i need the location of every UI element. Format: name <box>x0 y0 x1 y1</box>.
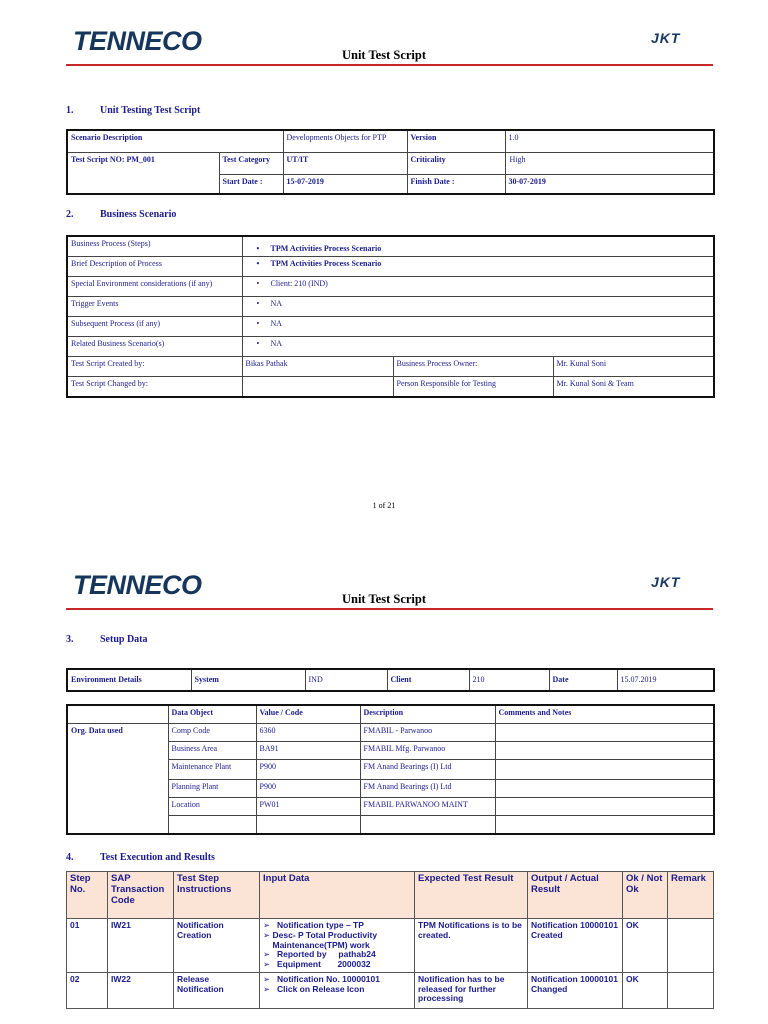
table-cell: Business Area <box>168 742 256 760</box>
input-line: Desc- P Total Productivity Maintenance(TPM) work <box>272 929 378 950</box>
system-value: IND <box>305 669 387 691</box>
business-label: Related Business Scenario(s) <box>67 337 242 357</box>
business-label: Special Environment considerations (if any) <box>67 277 242 297</box>
arrow-bullet-icon: ➢ <box>263 929 271 940</box>
special-env-value: Client: 210 (IND) <box>270 279 328 288</box>
client-value: 210 <box>469 669 549 691</box>
table-row <box>67 919 714 973</box>
actual-result: Notification 10000101 Created <box>528 919 623 973</box>
test-category-value: UT/IT <box>283 152 407 174</box>
scenario-description-value: Developments Objects for PTP <box>283 130 407 152</box>
responsible-label: Person Responsible for Testing <box>393 377 553 398</box>
header-rule <box>66 608 713 610</box>
arrow-bullet-icon: ➢ <box>263 920 271 930</box>
exec-header: Step No. <box>67 872 108 919</box>
date-label: Date <box>549 669 617 691</box>
created-by-label: Test Script Created by: <box>67 357 242 377</box>
business-row <box>67 337 714 357</box>
steps-value <box>257 244 382 253</box>
changed-by-label: Test Script Changed by: <box>67 377 242 398</box>
org-header: Description <box>360 705 495 724</box>
table-cell: PW01 <box>256 798 360 816</box>
section-heading-3 <box>66 634 148 645</box>
changed-by-value <box>242 377 393 398</box>
step-no: 01 <box>67 919 108 973</box>
business-label: Brief Description of Process <box>67 257 242 277</box>
table-cell <box>495 742 714 760</box>
subsequent-process-value: NA <box>270 319 283 328</box>
table-cell: FMABIL Mfg. Parwanoo <box>360 742 495 760</box>
table-cell: FM Anand Bearings (I) Ltd <box>360 780 495 798</box>
table-cell <box>495 724 714 742</box>
arrow-bullet-icon: ➢ <box>263 983 271 994</box>
business-row <box>67 277 714 297</box>
start-date-value: 15-07-2019 <box>283 174 407 194</box>
bullet-icon: • <box>256 259 260 268</box>
bullet-icon: • <box>256 319 260 328</box>
table-cell <box>495 816 714 835</box>
page-number: 1 of 21 <box>372 501 396 510</box>
table-cell: P900 <box>256 760 360 780</box>
tenneco-logo: TENNECO <box>73 570 202 600</box>
trigger-events-value: NA <box>270 299 283 308</box>
business-label: Business Process (Steps) <box>67 236 242 257</box>
start-date-label: Start Date : <box>219 174 283 194</box>
responsible-value: Mr. Kunal Soni & Team <box>553 377 714 398</box>
owner-value: Mr. Kunal Soni <box>553 357 714 377</box>
input-line: Notification type – TP <box>277 920 364 930</box>
business-value-cell <box>242 277 714 297</box>
business-scenario-table <box>66 235 715 398</box>
expected-result: TPM Notifications is to be created. <box>415 919 528 973</box>
business-value-cell <box>242 337 714 357</box>
business-row <box>67 357 714 377</box>
input-line: Equipment 2000032 <box>277 959 371 970</box>
business-value-cell <box>242 244 714 277</box>
environment-table <box>66 668 715 692</box>
created-by-value: Bikas Pathak <box>242 357 393 377</box>
input-line: Notification No. 10000101 <box>277 973 380 984</box>
date-value: 15.07.2019 <box>617 669 714 691</box>
table-cell: FMABIL PARWANOO MAINT <box>360 798 495 816</box>
exec-header: Expected Test Result <box>415 872 528 919</box>
page-title: Unit Test Script <box>341 592 427 606</box>
exec-header: SAP Transaction Code <box>108 872 174 919</box>
system-label: System <box>191 669 305 691</box>
criticality-label: Criticality <box>407 152 505 174</box>
table-cell: 6360 <box>256 724 360 742</box>
org-header: Value / Code <box>256 705 360 724</box>
scenario-description-label: Scenario Description <box>67 130 283 152</box>
criticality-value: High <box>505 152 714 174</box>
table-cell <box>495 798 714 816</box>
tcode: IW22 <box>108 972 174 1008</box>
remark <box>668 919 714 973</box>
environment-label: Environment Details <box>67 669 191 691</box>
business-row <box>67 297 714 317</box>
finish-date-value: 30-07-2019 <box>505 174 714 194</box>
arrow-bullet-icon: ➢ <box>263 973 271 984</box>
bullet-icon: • <box>256 299 260 308</box>
instruction: Notification Creation <box>174 919 260 973</box>
business-label: Subsequent Process (if any) <box>67 317 242 337</box>
table-cell: FMABIL - Parwanoo <box>360 724 495 742</box>
input-data <box>260 972 415 1008</box>
input-line: Click on Release Icon <box>277 983 365 994</box>
step-no: 02 <box>67 972 108 1008</box>
ok-status: OK <box>623 972 668 1008</box>
client-label: Client <box>387 669 469 691</box>
bullet-icon: • <box>256 244 260 253</box>
input-line: Reported by pathab24 <box>277 949 376 960</box>
section-number: 4. <box>66 852 74 863</box>
section-title: Unit Testing Test Script <box>100 105 201 116</box>
owner-label: Business Process Owner: <box>393 357 553 377</box>
table-cell: Location <box>168 798 256 816</box>
business-value-cell <box>242 317 714 337</box>
exec-header: Ok / Not Ok <box>623 872 668 919</box>
business-row <box>67 377 714 398</box>
related-scenario-value: NA <box>270 339 283 348</box>
table-row <box>67 972 714 1008</box>
header-rule <box>66 64 713 66</box>
expected-result: Notification has to be released for further processing <box>415 972 528 1008</box>
table-cell <box>495 760 714 780</box>
section-title: Test Execution and Results <box>100 852 215 863</box>
finish-date-label: Finish Date : <box>407 174 505 194</box>
org-header: Data Object <box>168 705 256 724</box>
test-execution-table <box>66 871 714 1009</box>
table-cell <box>168 816 256 835</box>
remark <box>668 972 714 1008</box>
version-label: Version <box>407 130 505 152</box>
input-data <box>260 919 415 973</box>
jkt-logo: JKT <box>651 30 681 46</box>
exec-header: Output / Actual Result <box>528 872 623 919</box>
test-script-no: Test Script NO: PM_001 <box>67 152 219 194</box>
table-cell <box>360 816 495 835</box>
business-value-cell <box>242 297 714 317</box>
arrow-bullet-icon: ➢ <box>263 949 271 960</box>
table-cell: BA91 <box>256 742 360 760</box>
business-label: Trigger Events <box>67 297 242 317</box>
table-cell: Maintenance Plant <box>168 760 256 780</box>
org-header: Comments and Notes <box>495 705 714 724</box>
jkt-logo: JKT <box>651 574 681 590</box>
actual-result: Notification 10000101 Changed <box>528 972 623 1008</box>
bullet-icon: • <box>256 279 260 288</box>
ok-status: OK <box>623 919 668 973</box>
table-cell <box>256 816 360 835</box>
section-number: 1. <box>66 105 74 116</box>
table-cell: Comp Code <box>168 724 256 742</box>
section-title: Business Scenario <box>100 209 177 220</box>
script-info-table <box>66 129 715 195</box>
section-title: Setup Data <box>100 634 148 645</box>
bullet-icon: • <box>256 339 260 348</box>
table-cell: Planning Plant <box>168 780 256 798</box>
org-data-table <box>66 704 715 835</box>
table-cell <box>495 780 714 798</box>
org-header-empty <box>67 705 168 724</box>
business-row <box>67 257 714 277</box>
exec-header: Input Data <box>260 872 415 919</box>
section-number: 3. <box>66 634 74 645</box>
arrow-bullet-icon: ➢ <box>263 959 271 970</box>
brief-value <box>246 259 711 268</box>
org-data-label: Org. Data used <box>67 724 168 835</box>
exec-header: Test Step Instructions <box>174 872 260 919</box>
table-cell: FM Anand Bearings (I) Ltd <box>360 760 495 780</box>
section-heading-1 <box>66 105 200 116</box>
exec-header: Remark <box>668 872 714 919</box>
table-row <box>67 724 714 742</box>
version-value: 1.0 <box>505 130 714 152</box>
section-heading-2 <box>66 209 176 220</box>
business-row <box>67 236 714 257</box>
instruction: Release Notification <box>174 972 260 1008</box>
business-row <box>67 317 714 337</box>
tcode: IW21 <box>108 919 174 973</box>
test-category-label: Test Category <box>219 152 283 174</box>
section-heading-4 <box>66 852 215 863</box>
table-cell: P900 <box>256 780 360 798</box>
steps-text: TPM Activities Process Scenario <box>270 244 382 253</box>
brief-text: TPM Activities Process Scenario <box>270 259 382 268</box>
section-number: 2. <box>66 209 74 220</box>
tenneco-logo: TENNECO <box>73 26 202 56</box>
page-title: Unit Test Script <box>341 48 427 62</box>
